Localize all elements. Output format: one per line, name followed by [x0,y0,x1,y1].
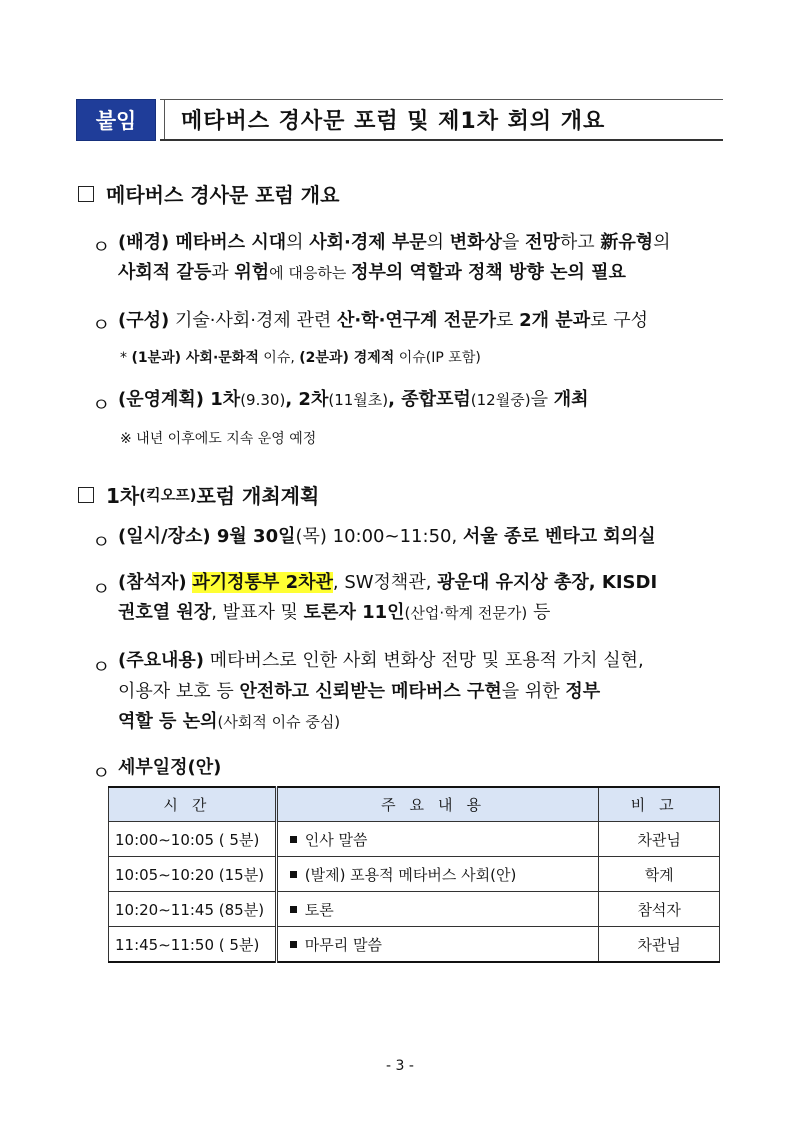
table-row [109,927,720,963]
checkbox-square-icon [78,186,94,202]
square-bullet-icon [290,941,297,948]
plan-line: (운영계획) 1차(9.30), 2차(11월초), 종합포럼(12월중)을 개최 [118,389,589,410]
square-bullet-icon [290,871,297,878]
table-row [109,822,720,857]
square-bullet-icon [290,906,297,913]
schedule-table [108,786,720,963]
section2-heading: 1차 (킥오프) 포럼 개최계획 [78,480,319,509]
cell-time: 10:00∼10:05 ( 5분) [109,822,277,857]
table-header-row [109,787,720,822]
cell-time: 10:05∼10:20 (15분) [109,857,277,892]
header-time: 시간 [109,787,277,822]
table-row [109,857,720,892]
cell-content: 토론 [276,892,599,927]
cell-content: 인사 말씀 [276,822,599,857]
section1-heading-text: 메타버스 경사문 포럼 개요 [106,183,340,207]
section1-heading [78,179,339,208]
appendix-badge: 붙임 [76,99,156,141]
header-rule-bottom [160,139,723,141]
circle-bullet-icon: ㅇ [92,394,111,416]
cell-note: 참석자 [599,892,720,927]
circle-bullet-icon: ㅇ [92,762,111,784]
background-line-1: (배경) 메타버스 시대의 사회·경제 부문의 변화상을 전망하고 新유형의 [118,232,671,253]
schedule-label: 세부일정(안) [118,757,222,778]
content-line-3: 역할 등 논의(사회적 이슈 중심) [118,711,341,732]
circle-bullet-icon: ㅇ [92,236,111,258]
content-line-2: 이용자 보호 등 안전하고 신뢰받는 메타버스 구현을 위한 정부 [118,681,601,702]
datetime-line: (일시/장소) 9월 30일(목) 10:00~11:50, 서울 종로 벤타고 회의실 [118,526,656,547]
page-number: - 3 - [386,1058,414,1074]
document-title: 메타버스 경사문 포럼 및 제1차 회의 개요 [181,109,606,134]
cell-note: 차관님 [599,822,720,857]
cell-content: 마무리 말씀 [276,927,599,963]
square-bullet-icon [290,836,297,843]
circle-bullet-icon: ㅇ [92,656,111,678]
circle-bullet-icon: ㅇ [92,314,111,336]
header-note: 비고 [599,787,720,822]
header-rule-left [164,99,165,140]
cell-time: 11:45∼11:50 ( 5분) [109,927,277,963]
highlighted-attendee: 과기정통부 2차관 [192,572,333,593]
background-line-2: 사회적 갈등과 위험에 대응하는 정부의 역할과 정책 방향 논의 필요 [118,262,626,283]
cell-content: (발제) 포용적 메타버스 사회(안) [276,857,599,892]
circle-bullet-icon: ㅇ [92,531,111,553]
header-rule-top [160,99,723,100]
attendees-line-1: (참석자) 과기정통부 2차관, SW정책관, 광운대 유지상 총장, KISDI [118,572,658,593]
checkbox-square-icon [78,487,94,503]
composition-note: * (1분과) 사회·문화적 이슈, (2분과) 경제적 이슈(IP 포함) [120,350,481,366]
cell-note: 학계 [599,857,720,892]
header-content: 주요내용 [276,787,599,822]
circle-bullet-icon: ㅇ [92,578,111,600]
composition-line: (구성) 기술·사회·경제 관련 산·학·연구계 전문가로 2개 분과로 구성 [118,310,648,331]
plan-note: ※ 내년 이후에도 지속 운영 예정 [120,431,317,447]
cell-note: 차관님 [599,927,720,963]
cell-time: 10:20∼11:45 (85분) [109,892,277,927]
attendees-line-2: 권호열 원장, 발표자 및 토론자 11인(산업·학계 전문가) 등 [118,602,551,623]
table-row [109,892,720,927]
content-line-1: (주요내용) 메타버스로 인한 사회 변화상 전망 및 포용적 가치 실현, [118,650,644,671]
